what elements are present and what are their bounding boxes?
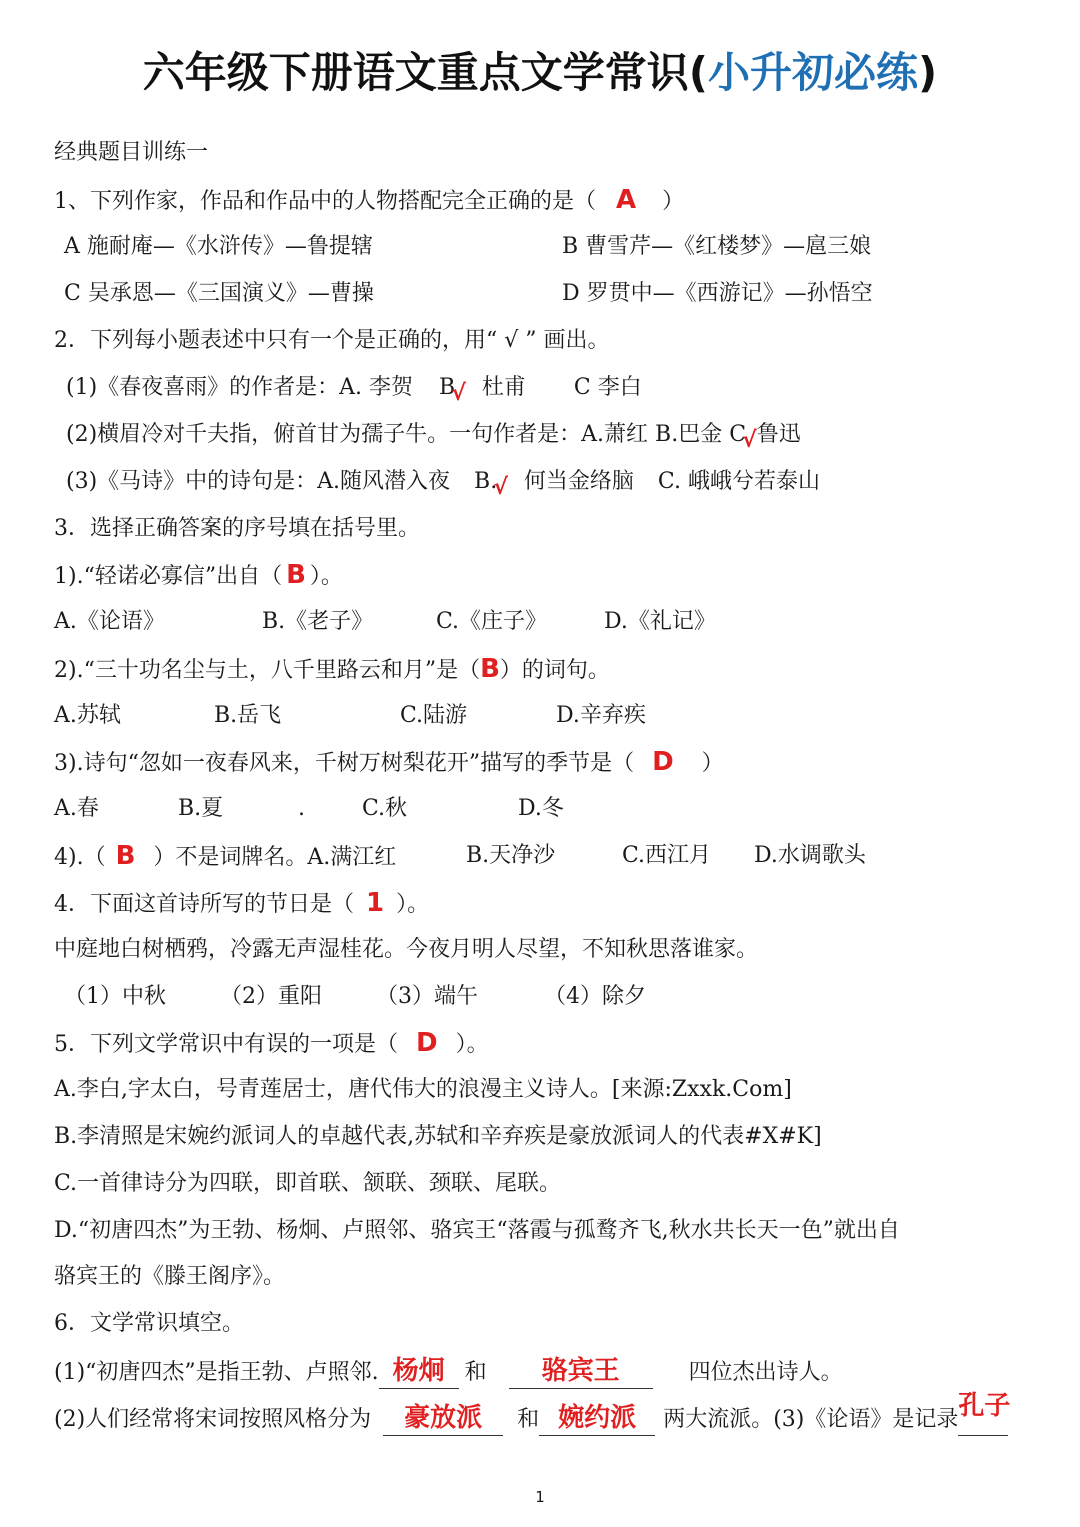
- question-1: 1、下列作家，作品和作品中的人物搭配完全正确的是（ A ）: [54, 185, 685, 215]
- q2-sub-2: (2)横眉冷对千夫指，俯首甘为孺子牛。一句作者是：A.萧红 B.巴金 C√鲁迅: [66, 422, 801, 453]
- q3-2-option-a: A.苏轼: [54, 703, 121, 728]
- question-6: 6．文学常识填空。: [54, 1311, 244, 1336]
- blank-5: 孔子: [958, 1403, 1008, 1436]
- q1-option-b: B 曹雪芹—《红楼梦》—扈三娘: [562, 234, 872, 259]
- q3-1-option-b: B.《老子》: [262, 609, 374, 634]
- question-4: 4．下面这首诗所写的节日是（ 1 ）。: [54, 888, 430, 918]
- q1-option-a: A 施耐庵—《水浒传》—鲁提辖: [64, 234, 373, 259]
- answer-3-2: B: [480, 654, 500, 684]
- q5-option-d-cont: 骆宾王的《滕王阁序》。: [54, 1264, 286, 1289]
- stray-dot: .: [298, 796, 305, 821]
- q1-option-c: C 吴承恩—《三国演义》—曹操: [64, 281, 374, 306]
- q4-option-3: （3）端午: [376, 984, 478, 1009]
- question-2: 2．下列每小题表述中只有一个是正确的，用“ √ ” 画出。: [54, 328, 610, 353]
- q1-option-d: D 罗贯中—《西游记》—孙悟空: [562, 281, 873, 306]
- q3-part-3: 3).诗句“忽如一夜春风来，千树万树梨花开”描写的季节是（ D ）: [54, 747, 724, 777]
- page-title: 六年级下册语文重点文学常识(小升初必练): [142, 48, 938, 97]
- blank-1: 杨炯: [379, 1356, 459, 1389]
- check-mark: √: [451, 381, 466, 406]
- q3-3-option-b: B.夏: [178, 796, 224, 821]
- q3-part-1: 1).“轻诺必寡信”出自（ B ）。: [54, 560, 343, 590]
- check-mark: √: [493, 475, 508, 500]
- answer-1: A: [616, 185, 637, 215]
- q4-option-2: （2）重阳: [220, 984, 322, 1009]
- q5-option-c: C.一首律诗分为四联，即首联、颔联、颈联、尾联。: [54, 1171, 562, 1196]
- page-number: 1: [535, 1488, 545, 1506]
- question-3: 3．选择正确答案的序号填在括号里。: [54, 516, 420, 541]
- answer-3-4: B: [115, 841, 136, 871]
- q3-4-option-d: D.水调歌头: [754, 843, 866, 868]
- q3-3-option-d: D.冬: [518, 796, 564, 821]
- q3-3-option-a: A.春: [54, 796, 99, 821]
- q3-part-2: 2).“三十功名尘与土，八千里路云和月”是（B）的词句。: [54, 654, 610, 684]
- q3-part-4: 4).（ B ）不是词牌名。A.满江红: [54, 841, 397, 871]
- answer-3-3: D: [652, 747, 674, 777]
- q3-4-option-c: C.西江月: [622, 843, 712, 868]
- q6-line-1: (1)“初唐四杰”是指王勃、卢照邻. 杨炯 和 骆宾王 四位杰出诗人。: [54, 1356, 843, 1389]
- answer-4: 1: [366, 888, 385, 918]
- q3-4-option-b: B.天净沙: [466, 843, 556, 868]
- check-mark: √: [742, 428, 757, 453]
- answer-5: D: [416, 1028, 438, 1058]
- q5-option-d: D.“初唐四杰”为王勃、杨炯、卢照邻、骆宾王“落霞与孤鹜齐飞,秋水共长天一色”就出自: [54, 1218, 900, 1243]
- q3-3-option-c: C.秋: [362, 796, 408, 821]
- poem: 中庭地白树栖鸦，冷露无声湿桂花。今夜月明人尽望，不知秋思落谁家。: [54, 937, 759, 962]
- q5-option-b: B.李清照是宋婉约派词人的卓越代表,苏轼和辛弃疾是豪放派词人的代表#X#K]: [54, 1124, 822, 1149]
- q3-2-option-d: D.辛弃疾: [556, 703, 646, 728]
- answer-3-1: B: [286, 560, 306, 590]
- q5-option-a: A.李白,字太白，号青莲居士，唐代伟大的浪漫主义诗人。[来源:Zxxk.Com]: [54, 1077, 792, 1102]
- q2-sub-3: (3)《马诗》中的诗句是：A.随风潜入夜 B.√ 何当金络脑 C. 峨峨兮若泰山: [66, 469, 820, 500]
- q3-1-option-c: C.《庄子》: [436, 609, 548, 634]
- q3-2-option-c: C.陆游: [400, 703, 468, 728]
- section-heading: 经典题目训练一: [54, 140, 209, 165]
- question-5: 5．下列文学常识中有误的一项是（ D ）。: [54, 1028, 489, 1058]
- blank-2: 骆宾王: [509, 1356, 653, 1389]
- q3-1-option-a: A.《论语》: [54, 609, 165, 634]
- q6-line-2: (2)人们经常将宋词按照风格分为 豪放派 和 婉约派 两大流派。(3)《论语》是记录孔子: [54, 1403, 1008, 1436]
- q2-sub-1: (1)《春夜喜雨》的作者是：A. 李贺 B√ 杜甫 C 李白: [66, 375, 642, 406]
- blank-3: 豪放派: [383, 1403, 503, 1436]
- q3-2-option-b: B.岳飞: [214, 703, 282, 728]
- q3-1-option-d: D.《礼记》: [604, 609, 716, 634]
- q4-option-4: （4）除夕: [544, 984, 646, 1009]
- blank-4: 婉约派: [539, 1403, 655, 1436]
- q4-option-1: （1）中秋: [64, 984, 166, 1009]
